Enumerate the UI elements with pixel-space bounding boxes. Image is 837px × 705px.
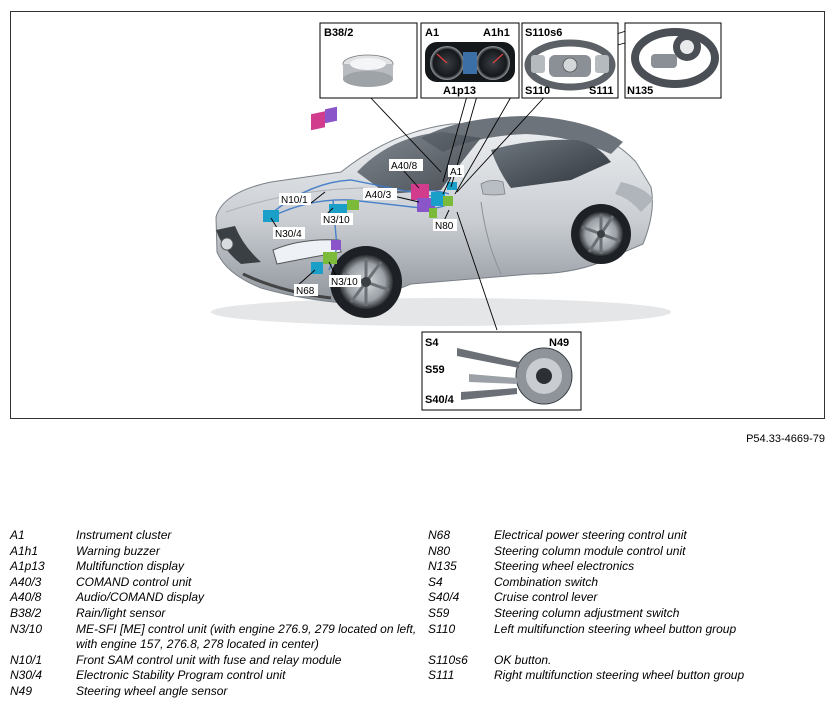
legend-description: Electronic Stability Program control unit: [76, 668, 286, 683]
car-component-diagram: [11, 12, 826, 420]
legend-row: [428, 622, 828, 653]
legend-row: [10, 653, 420, 669]
legend-description: OK button.: [494, 652, 552, 667]
legend-description: Audio/COMAND display: [76, 590, 205, 605]
legend-left-column: [10, 528, 420, 700]
callout-n3-10-upper: N3/10: [323, 215, 350, 226]
legend-code: A1h1: [10, 543, 39, 558]
legend-description: Combination switch: [494, 574, 599, 589]
legend-code: A40/8: [10, 590, 42, 605]
label-s110: S110: [525, 85, 551, 97]
legend-code: N135: [428, 559, 457, 574]
legend-code: S40/4: [428, 590, 460, 605]
legend-description: Electrical power steering control unit: [494, 528, 687, 542]
legend-row: [428, 653, 828, 669]
legend-row: [10, 528, 420, 544]
legend-row: [428, 575, 828, 591]
legend-code: A40/3: [10, 574, 42, 589]
legend-row: [428, 544, 828, 560]
legend-row: [10, 544, 420, 560]
label-s111: S111: [589, 85, 614, 97]
label-b38-2: B38/2: [324, 27, 354, 39]
legend-description: Steering column module control unit: [494, 543, 686, 558]
legend-row: [10, 606, 420, 622]
legend-code: N10/1: [10, 652, 43, 667]
legend-code: N3/10: [10, 621, 43, 636]
label-s59: S59: [425, 364, 445, 376]
car-illustration: [211, 107, 671, 326]
legend-code: S110: [428, 621, 456, 636]
legend-row: [10, 590, 420, 606]
legend-description: Front SAM control unit with fuse and relay module: [76, 652, 342, 667]
legend-description: Steering wheel electronics: [494, 559, 635, 574]
label-s4: S4: [425, 337, 439, 349]
label-a1h1: A1h1: [483, 27, 510, 39]
legend-row: [428, 528, 828, 544]
figure-frame: [10, 11, 825, 419]
callout-n30-4: N30/4: [275, 229, 302, 240]
legend-code: S59: [428, 605, 450, 620]
legend-code: B38/2: [10, 605, 42, 620]
figure-reference-id: P54.33-4669-79: [746, 433, 825, 445]
legend-row: [428, 668, 828, 684]
callout-n10-1: N10/1: [281, 195, 308, 206]
legend-description: Instrument cluster: [76, 528, 172, 542]
legend-description: Cruise control lever: [494, 590, 598, 605]
legend-right-column: [428, 528, 828, 684]
legend-code: N30/4: [10, 668, 43, 683]
legend-description: Multifunction display: [76, 559, 185, 574]
legend-row: [428, 590, 828, 606]
legend-description: Warning buzzer: [76, 543, 160, 558]
legend-description: COMAND control unit: [76, 574, 192, 589]
callout-n68: N68: [296, 286, 315, 297]
legend-code: S111: [428, 668, 455, 683]
callout-a1: A1: [450, 167, 463, 178]
legend-row: [10, 622, 420, 653]
legend-code: N49: [10, 683, 33, 698]
label-n135: N135: [627, 85, 654, 97]
legend-row: [428, 559, 828, 575]
legend-description: ME-SFI [ME] control unit (with engine 276.9, 279 located on left, with engine 157, 276.8, 278 located in center): [76, 621, 417, 652]
legend-code: S110s6: [428, 652, 468, 667]
legend-row: [10, 575, 420, 591]
label-s40-4: S40/4: [425, 394, 454, 406]
label-a1-inset: A1: [425, 27, 440, 39]
legend-description: Steering wheel angle sensor: [76, 683, 228, 698]
callout-a40-8: A40/8: [391, 161, 418, 172]
legend-row: [10, 684, 420, 700]
legend-row: [428, 606, 828, 622]
legend-row: [10, 559, 420, 575]
legend-description: Left multifunction steering wheel button group: [494, 621, 737, 636]
legend-code: N68: [428, 528, 451, 542]
callout-a40-3: A40/3: [365, 190, 392, 201]
legend-code: S4: [428, 574, 443, 589]
legend-row: [10, 668, 420, 684]
legend-code: N80: [428, 543, 451, 558]
label-s110s6: S110s6: [525, 27, 563, 39]
label-a1p13: A1p13: [443, 85, 477, 97]
legend-description: Rain/light sensor: [76, 605, 166, 620]
callout-n80: N80: [435, 221, 454, 232]
legend-code: A1p13: [10, 559, 45, 574]
legend-code: A1: [10, 528, 25, 542]
legend-description: Right multifunction steering wheel button group: [494, 668, 745, 683]
label-n49: N49: [549, 337, 570, 349]
legend-description: Steering column adjustment switch: [494, 605, 680, 620]
callout-n3-10-lower: N3/10: [331, 277, 358, 288]
